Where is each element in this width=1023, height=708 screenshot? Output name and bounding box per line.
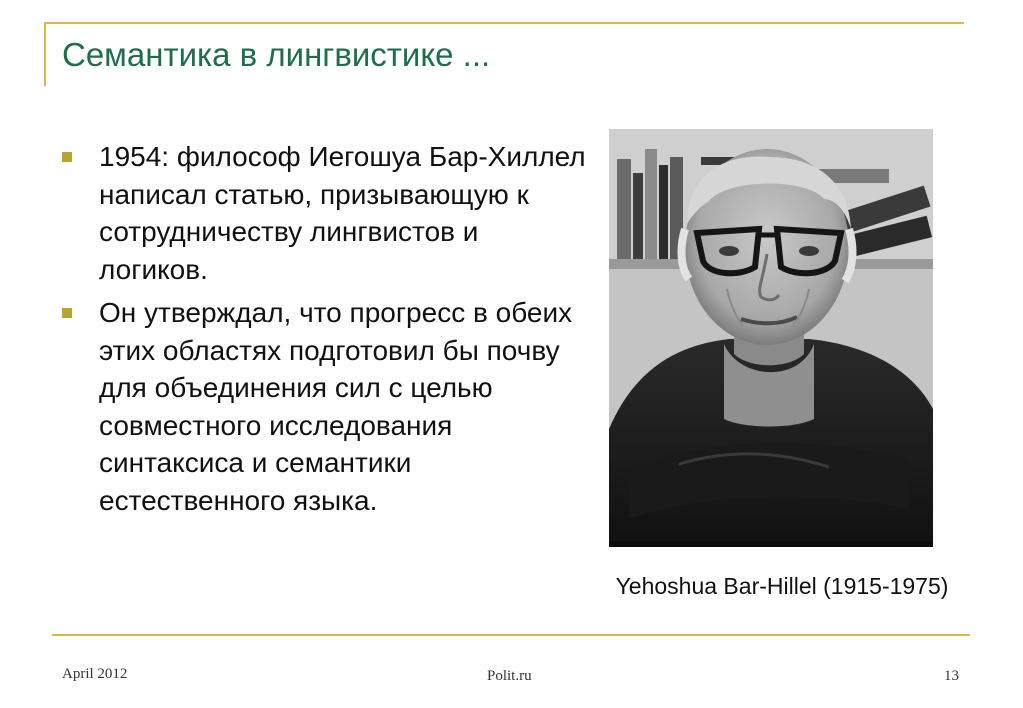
footer-rule bbox=[52, 634, 970, 636]
title-rule-horizontal bbox=[44, 22, 964, 24]
square-bullet-icon bbox=[62, 308, 72, 318]
bullet-list bbox=[62, 138, 592, 525]
footer-source: Polit.ru bbox=[487, 668, 532, 684]
bullet-item bbox=[62, 138, 592, 288]
portrait-image bbox=[609, 129, 933, 547]
title-rule-vertical bbox=[44, 22, 46, 86]
portrait-photo bbox=[609, 129, 933, 547]
page-number: 13 bbox=[944, 668, 959, 684]
bullet-text: 1954: философ Иегошуа Бар-Хиллел написал статью, призывающую к сотрудничеству лингвистов и логиков. bbox=[99, 141, 586, 285]
bullet-item bbox=[62, 294, 592, 519]
photo-caption: Yehoshua Bar-Hillel (1915-1975) bbox=[615, 573, 949, 599]
footer-date: April 2012 bbox=[62, 666, 128, 682]
square-bullet-icon bbox=[62, 152, 72, 162]
slide-title: Семантика в лингвистике ... bbox=[62, 36, 491, 73]
bullet-text: Он утверждал, что прогресс в обеих этих областях подготовил бы почву для объединения сил с целью совместного исследования синтаксиса и семантики естественного языка. bbox=[99, 297, 573, 516]
